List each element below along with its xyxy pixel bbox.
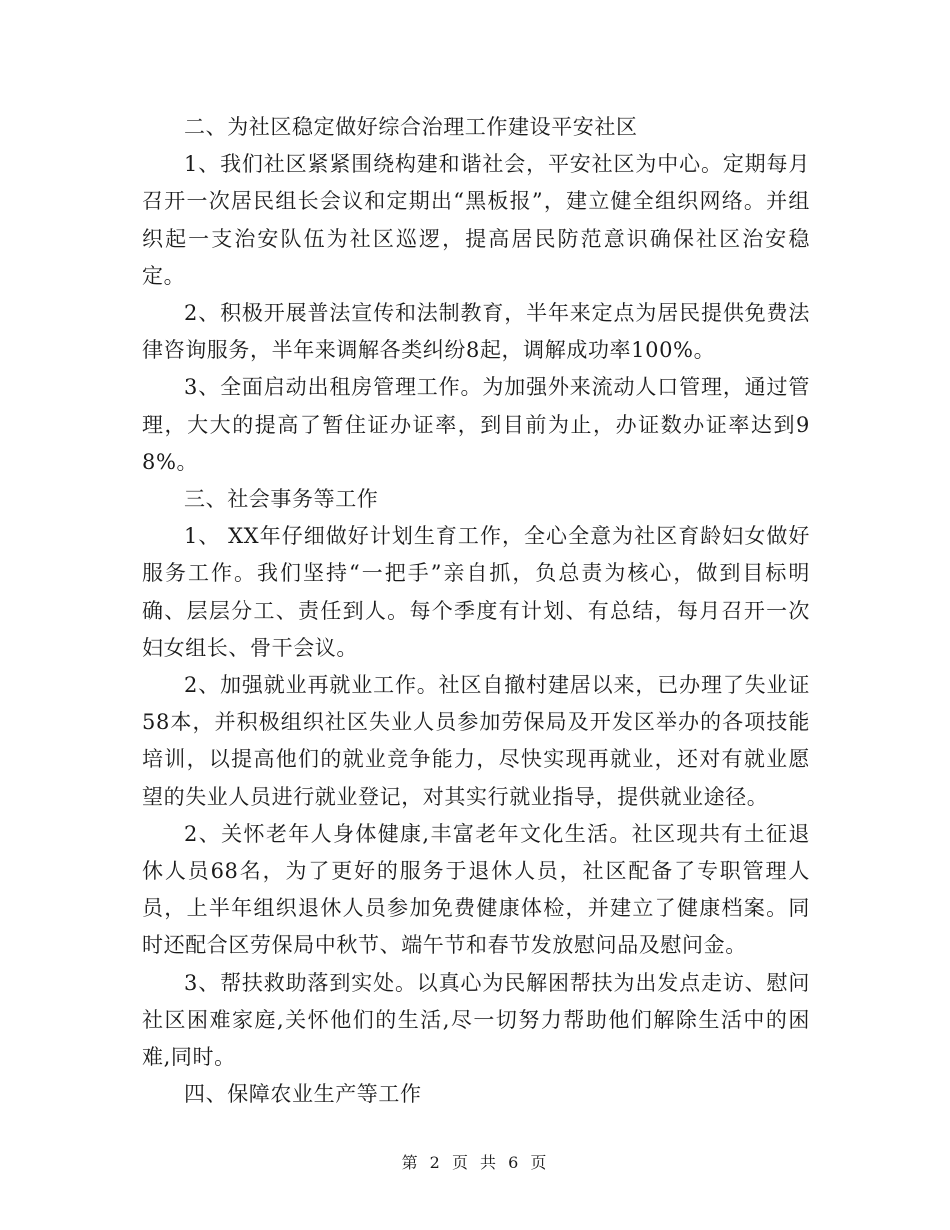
paragraph-3-3: 2、关怀老年人身体健康,丰富老年文化生活。社区现共有土征退休人员68名，为了更好的服务于退休人员，社区配备了专职管理人员，上半年组织退休人员参加免费健康体检，并建立了健康档案。同时还配合区劳保局中秋节、端午节和春节发放慰问品及慰问金。: [142, 821, 810, 958]
paragraph-3-1: 1、 XX年仔细做好计划生育工作，全心全意为社区育龄妇女做好服务工作。我们坚持“一把手”亲自抓，负总责为核心，做到目标明确、层层分工、责任到人。每个季度有计划、有总结，每月召开一次妇女组长、骨干会议。: [142, 524, 810, 660]
page-footer: 第 2 页 共 6 页: [401, 1153, 549, 1172]
paragraph-3-2: 2、加强就业再就业工作。社区自撤村建居以来，已办理了失业证58本，并积极组织社区失业人员参加劳保局及开发区举办的各项技能培训，以提高他们的就业竞争能力，尽快实现再就业，还对有就业愿望的失业人员进行就业登记，对其实行就业指导，提供就业途径。: [142, 673, 810, 809]
section-heading-3: 三、社会事务等工作: [184, 487, 379, 512]
paragraph-2-1: 1、我们社区紧紧围绕构建和谐社会，平安社区为中心。定期每月召开一次居民组长会议和定期出“黑板报”，建立健全组织网络。并组织起一支治安队伍为社区巡逻，提高居民防范意识确保社区治安稳定。: [142, 152, 810, 288]
section-heading-2: 二、为社区稳定做好综合治理工作建设平安社区: [184, 115, 638, 139]
paragraph-2-2: 2、积极开展普法宣传和法制教育，半年来定点为居民提供免费法律咨询服务，半年来调解各类纠纷8起，调解成功率100%。: [142, 301, 810, 363]
document-body: [142, 109, 810, 1113]
section-heading-4: 四、保障农业生产等工作: [184, 1082, 422, 1107]
paragraph-2-3: 3、全面启动出租房管理工作。为加强外来流动人口管理，通过管理，大大的提高了暂住证办证率，到目前为止，办证数办证率达到98%。: [142, 375, 810, 474]
paragraph-3-4: 3、帮扶救助落到实处。以真心为民解困帮扶为出发点走访、慰问社区困难家庭,关怀他们的生活,尽一切努力帮助他们解除生活中的困难,同时。: [142, 970, 810, 1070]
